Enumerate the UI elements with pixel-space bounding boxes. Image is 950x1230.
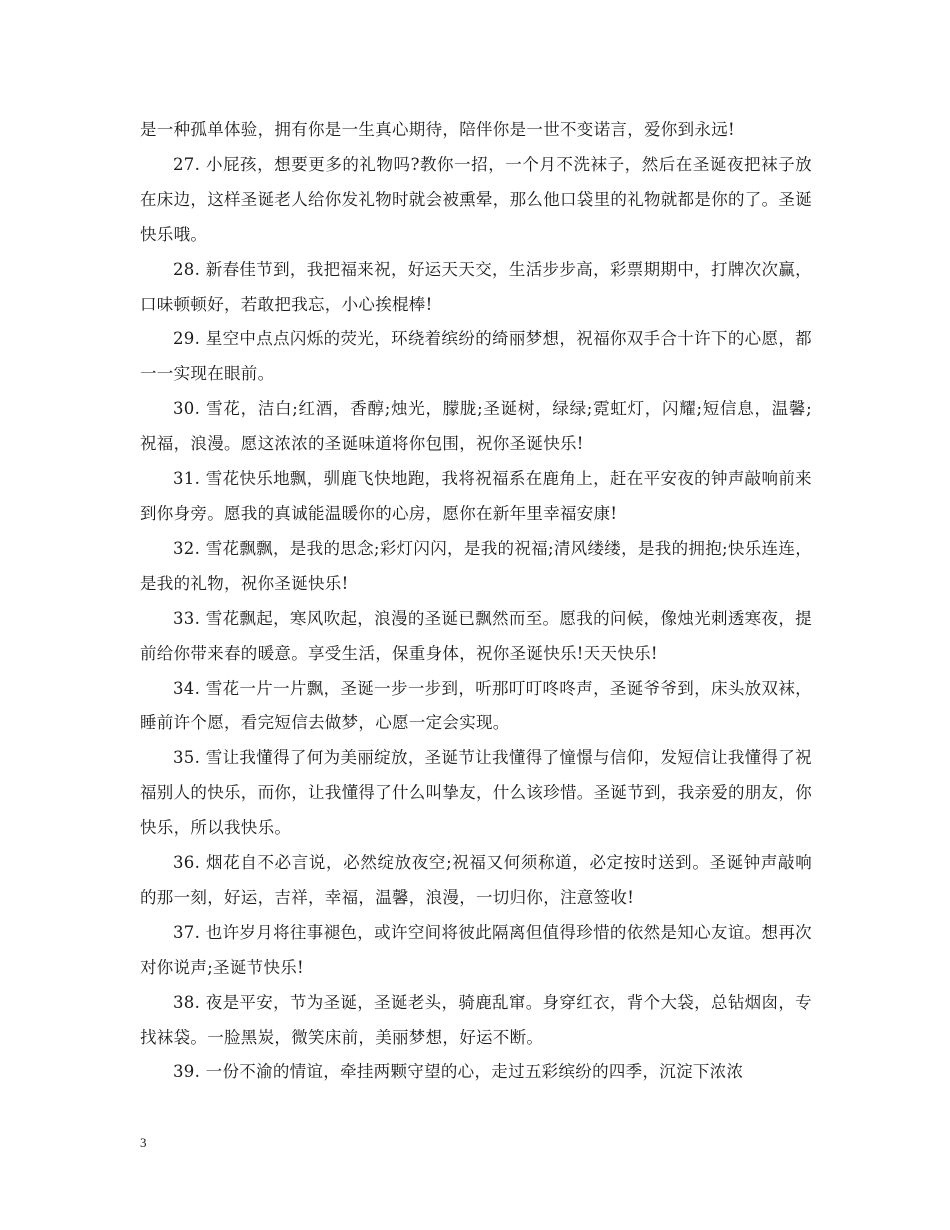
paragraph-39: 39. 一份不渝的情谊，牵挂两颗守望的心，走过五彩缤纷的四季，沉淀下浓浓 bbox=[173, 1062, 744, 1082]
paragraph-32: 32. 雪花飘飘，是我的思念;彩灯闪闪，是我的祝福;清风缕缕，是我的拥抱;快乐连连，是我的礼物，祝你圣诞快乐! bbox=[140, 538, 812, 593]
page-number: 3 bbox=[140, 1135, 147, 1150]
paragraph-34: 34. 雪花一片一片飘，圣诞一步一步到，听那叮叮咚咚声，圣诞爷爷到，床头放双袜，睡前许个愿，看完短信去做梦，心愿一定会实现。 bbox=[140, 678, 812, 733]
paragraph-33: 33. 雪花飘起，寒风吹起，浪漫的圣诞已飘然而至。愿我的问候，像烛光刺透寒夜，提前给你带来春的暖意。享受生活，保重身体，祝你圣诞快乐!天天快乐! bbox=[140, 608, 812, 663]
paragraph-28: 28. 新春佳节到，我把福来祝，好运天天交，生活步步高，彩票期期中，打牌次次赢，口味顿顿好，若敢把我忘，小心挨棍棒! bbox=[140, 259, 812, 314]
paragraph-36: 36. 烟花自不必言说，必然绽放夜空;祝福又何须称道，必定按时送到。圣诞钟声敲响的那一刻，好运，吉祥，幸福，温馨，浪漫，一切归你，注意签收! bbox=[140, 853, 812, 907]
document-body bbox=[140, 113, 812, 1090]
paragraph-31: 31. 雪花快乐地飘，驯鹿飞快地跑，我将祝福系在鹿角上，赶在平安夜的钟声敲响前来到你身旁。愿我的真诚能温暖你的心房，愿你在新年里幸福安康! bbox=[140, 469, 812, 523]
paragraph-27: 27. 小屁孩，想要更多的礼物吗?教你一招，一个月不洗袜子，然后在圣诞夜把袜子放在床边，这样圣诞老人给你发礼物时就会被熏晕，那么他口袋里的礼物就都是你的了。圣诞快乐哦。 bbox=[140, 154, 812, 244]
paragraph-37: 37. 也许岁月将往事褪色，或许空间将彼此隔离但值得珍惜的依然是知心友谊。想再次对你说声;圣诞节快乐! bbox=[140, 922, 812, 977]
paragraph-29: 29. 星空中点点闪烁的荧光，环绕着缤纷的绮丽梦想，祝福你双手合十许下的心愿，都一一实现在眼前。 bbox=[140, 329, 812, 384]
paragraph-35: 35. 雪让我懂得了何为美丽绽放，圣诞节让我懂得了憧憬与信仰，发短信让我懂得了祝福别人的快乐，而你，让我懂得了什么叫挚友，什么该珍惜。圣诞节到，我亲爱的朋友，你快乐，所以我快乐。 bbox=[140, 748, 812, 838]
paragraph-38: 38. 夜是平安，节为圣诞，圣诞老头，骑鹿乱窜。身穿红衣，背个大袋，总钻烟囱，专找袜袋。一脸黑炭，微笑床前，美丽梦想，好运不断。 bbox=[140, 992, 812, 1047]
paragraph-continued: 是一种孤单体验，拥有你是一生真心期待，陪伴你是一世不变诺言，爱你到永远! bbox=[140, 120, 735, 139]
paragraph-30: 30. 雪花，洁白;红酒，香醇;烛光，朦胧;圣诞树，绿绿;霓虹灯，闪耀;短信息，温馨;祝福，浪漫。愿这浓浓的圣诞味道将你包围，祝你圣诞快乐! bbox=[140, 399, 812, 454]
